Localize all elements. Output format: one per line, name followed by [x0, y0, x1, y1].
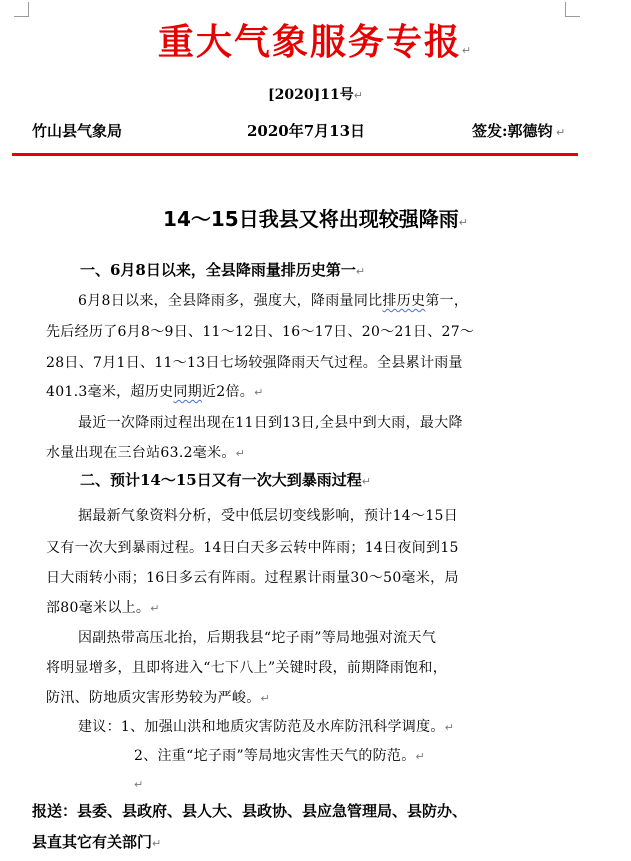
red-header-rule — [12, 153, 578, 156]
section-heading-2: 二、预计14～15日又有一次大到暴雨过程↵ — [80, 471, 371, 489]
paragraph-line: 因副热带高压北抬，后期我县“坨子雨”等局地强对流天气 — [78, 630, 437, 646]
paragraph-line: 先后经历了6月8～9日、11～12日、16～17日、20～21日、27～ — [46, 324, 475, 340]
masthead-title: 重大气象服务专报↵ — [157, 22, 474, 63]
issuing-agency: 竹山县气象局 — [32, 122, 123, 140]
document-title: 14～15日我县又将出现较强降雨↵ — [163, 207, 468, 231]
advice-line-2: 2、注重“坨子雨”等局地灾害性天气的防范。↵ — [134, 748, 426, 764]
signer: 签发:郭德钧 ↵ — [472, 122, 566, 140]
section-heading-1: 一、6月8日以来，全县降雨量排历史第一↵ — [80, 261, 366, 279]
paragraph-line: 水量出现在三台站63.2毫米。↵ — [46, 445, 246, 461]
paragraph-line: 据最新气象资料分析，受中低层切变线影响，预计14～15日 — [78, 508, 459, 524]
paragraph-line: 401.3毫米，超历史同期近2倍。↵ — [46, 384, 264, 400]
report-to-line: 县直其它有关部门↵ — [32, 833, 162, 851]
paragraph-line: 最近一次降雨过程出现在11日到13日,全县中到大雨，最大降 — [78, 415, 463, 431]
paragraph-line: 日大雨转小雨；16日多云有阵雨。过程累计雨量30～50毫米，局 — [46, 570, 459, 586]
report-to-line: 报送：县委、县政府、县人大、县政协、县应急管理局、县防办、 — [32, 802, 468, 820]
issue-date: 2020年7月13日 — [247, 122, 366, 140]
paragraph-line: 又有一次大到暴雨过程。14日白天多云转中阵雨；14日夜间到15 — [46, 540, 459, 556]
paragraph-line: 防汛、防地质灾害形势较为严峻。↵ — [46, 690, 271, 706]
issue-number: [2020]11号↵ — [268, 87, 363, 103]
advice-line-1: 建议：1、加强山洪和地质灾害防范及水库防汛科学调度。↵ — [78, 719, 455, 735]
paragraph-line: 6月8日以来，全县降雨多，强度大，降雨量同比排历史第一， — [78, 293, 469, 309]
paragraph-line: 部80毫米以上。↵ — [46, 600, 160, 616]
empty-paragraph-mark: ↵ — [134, 778, 144, 791]
paragraph-line: 将明显增多，且即将进入“七下八上”关键时段，前期降雨饱和， — [46, 660, 448, 676]
paragraph-line: 28日、7月1日、11～13日七场较强降雨天气过程。全县累计雨量 — [46, 355, 463, 371]
